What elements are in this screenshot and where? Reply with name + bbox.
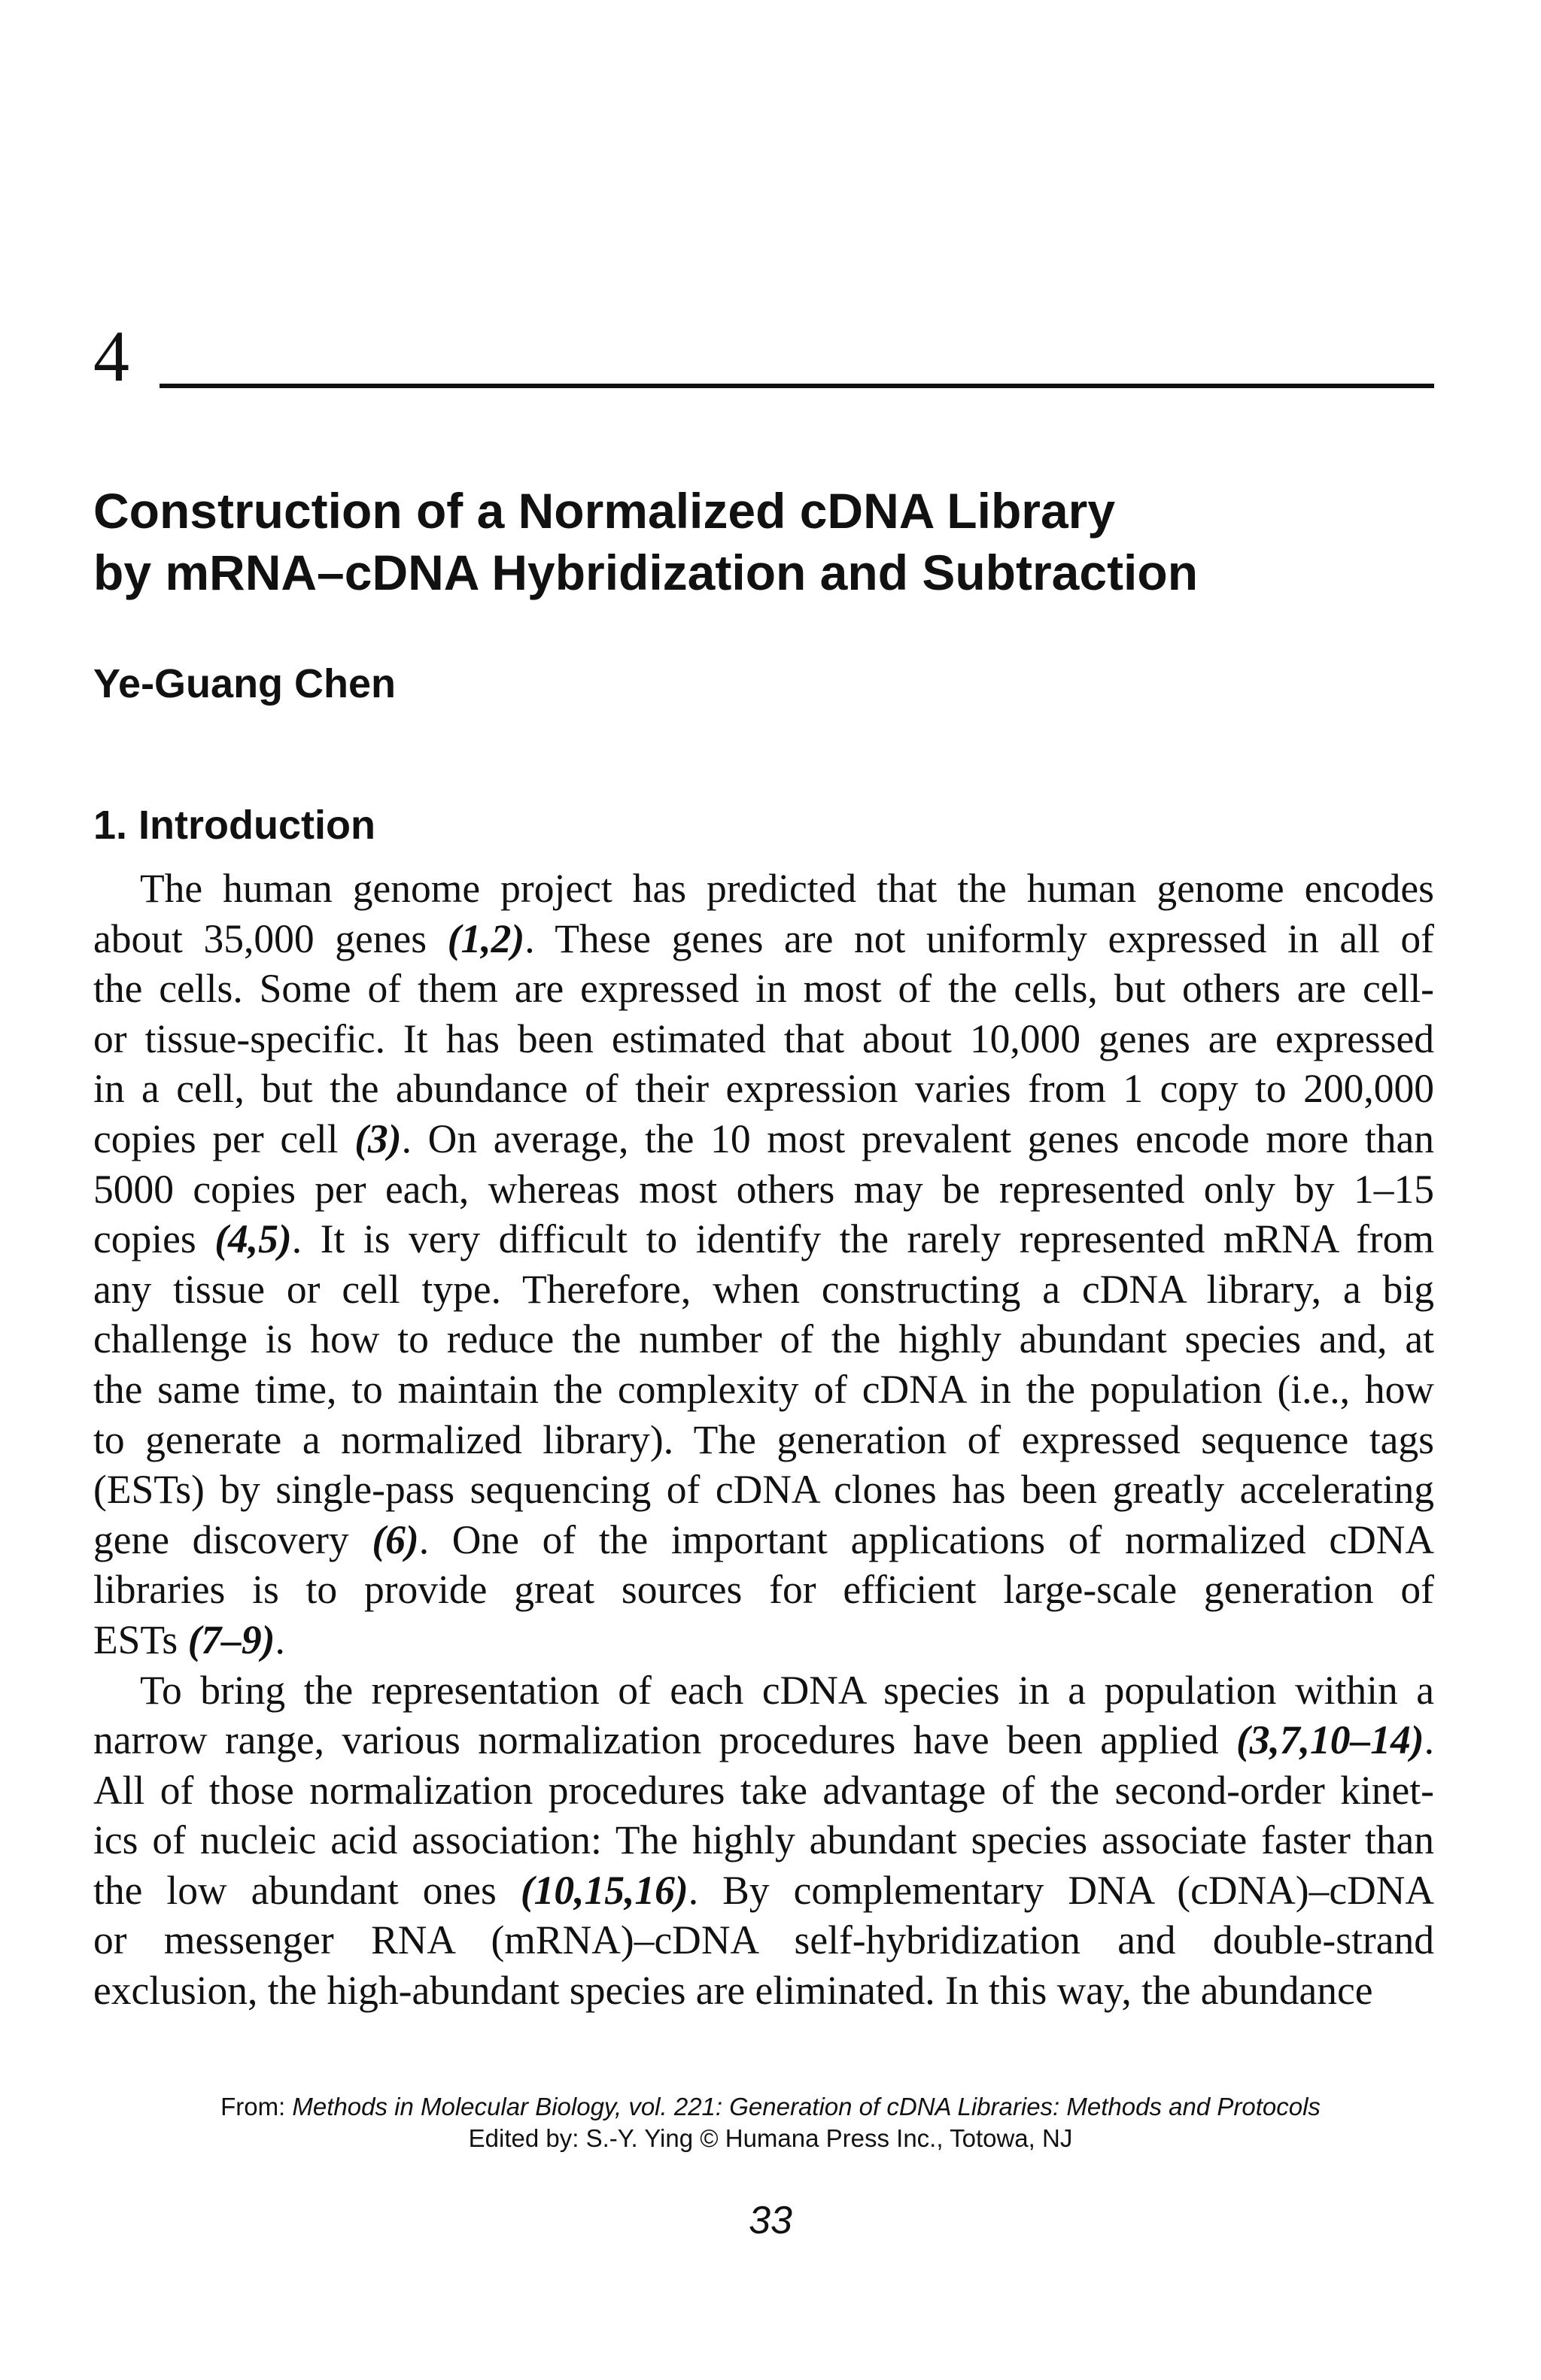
- text-run: the cells. Some of them are expressed in most of the cells, but others are cell-: [93, 966, 1434, 1012]
- text-line: [93, 964, 1434, 1014]
- text-run: The human genome project has predicted that the human genome encodes: [140, 866, 1434, 911]
- text-run: . By complementary DNA (cDNA)–cDNA: [688, 1867, 1434, 1913]
- text-line: [93, 1515, 1434, 1565]
- text-run: to generate a normalized library). The generation of expressed sequence tags: [93, 1416, 1434, 1462]
- text-run: exclusion, the high-abundant species are eliminated. In this way, the abundance: [93, 1968, 1373, 2014]
- text-run: copies: [93, 1216, 215, 1262]
- text-line: [93, 1765, 1434, 1816]
- source-from-label: From:: [220, 2093, 293, 2120]
- text-run: All of those normalization procedures take advantage of the second-order kinet-: [93, 1767, 1434, 1813]
- text-line: [93, 1415, 1434, 1465]
- text-line: [93, 1064, 1434, 1114]
- paragraph-1: [93, 864, 1434, 1665]
- text-line: [93, 1915, 1434, 1966]
- text-line: [93, 1615, 1434, 1665]
- text-run: . It is very difficult to identify the rarely represented mRNA from: [291, 1216, 1434, 1262]
- text-run: gene discovery: [93, 1516, 372, 1562]
- text-run: or tissue-specific. It has been estimated that about 10,000 genes are expressed: [93, 1015, 1434, 1061]
- text-line: [93, 1164, 1434, 1215]
- text-run: any tissue or cell type. Therefore, when constructing a cDNA library, a big: [93, 1266, 1434, 1312]
- text-line: [93, 1865, 1434, 1916]
- text-line: [93, 1014, 1434, 1064]
- text-run: or messenger RNA (mRNA)–cDNA self-hybridization and double-strand: [93, 1917, 1434, 1963]
- text-run: 5000 copies per each, whereas most others may be represented only by 1–15: [93, 1166, 1434, 1212]
- paragraph-2: [93, 1665, 1434, 2016]
- text-run: the same time, to maintain the complexity of cDNA in the population (i.e., how: [93, 1366, 1434, 1412]
- text-line: [93, 1314, 1434, 1365]
- text-run: . On average, the 10 most prevalent genes encode more than: [401, 1116, 1434, 1161]
- text-run: narrow range, various normalization procedures have been applied: [93, 1717, 1236, 1763]
- text-run: To bring the representation of each cDNA species in a population within a: [140, 1667, 1434, 1713]
- text-line: [93, 1214, 1434, 1264]
- edited-by-line: Edited by: S.-Y. Ying © Humana Press Inc., Totowa, NJ: [468, 2124, 1073, 2152]
- citation-reference: (10,15,16): [520, 1867, 688, 1913]
- text-run: libraries is to provide great sources for efficient large-scale generation of: [93, 1567, 1434, 1613]
- text-run: ESTs: [93, 1617, 188, 1662]
- text-run: copies per cell: [93, 1116, 355, 1161]
- text-run: (ESTs) by single-pass sequencing of cDNA clones has been greatly accelerating: [93, 1467, 1434, 1513]
- text-line: [93, 1264, 1434, 1315]
- text-run: .: [275, 1617, 285, 1662]
- author-name: Ye-Guang Chen: [93, 661, 397, 706]
- body-text: [93, 864, 1434, 2016]
- citation-reference: (6): [372, 1516, 419, 1562]
- text-run: the low abundant ones: [93, 1867, 521, 1913]
- citation-reference: (3): [354, 1116, 402, 1161]
- section-heading: 1. Introduction: [93, 803, 375, 848]
- text-line: [93, 1465, 1434, 1515]
- chapter-title-line-1: Construction of a Normalized cDNA Library: [93, 483, 1116, 539]
- text-run: about 35,000 genes: [93, 915, 448, 961]
- text-line: [93, 914, 1434, 964]
- source-title: Methods in Molecular Biology, vol. 221: Generation of cDNA Libraries: Methods and Protocols: [292, 2093, 1321, 2120]
- citation-reference: (4,5): [214, 1216, 292, 1262]
- citation-reference: (1,2): [447, 915, 525, 961]
- text-line: [93, 1665, 1434, 1716]
- text-run: .: [1424, 1717, 1434, 1763]
- text-line: [93, 1114, 1434, 1164]
- text-line: [93, 1715, 1434, 1765]
- chapter-rule-divider: [160, 384, 1434, 388]
- text-run: in a cell, but the abundance of their expression varies from 1 copy to 200,000: [93, 1066, 1434, 1112]
- citation-reference: (3,7,10–14): [1236, 1717, 1424, 1763]
- chapter-number: 4: [93, 316, 129, 396]
- text-run: ics of nucleic acid association: The highly abundant species associate faster than: [93, 1817, 1434, 1863]
- text-line: [93, 1966, 1434, 2016]
- text-line: [93, 1565, 1434, 1615]
- source-line: [0, 2091, 1541, 2123]
- text-line: [93, 1365, 1434, 1415]
- source-footnote: [0, 2091, 1541, 2154]
- text-run: . These genes are not uniformly expressed in all of: [524, 915, 1434, 961]
- text-line: [93, 1815, 1434, 1865]
- page-number: 33: [749, 2199, 792, 2242]
- text-run: challenge is how to reduce the number of the highly abundant species and, at: [93, 1316, 1434, 1362]
- chapter-title: [93, 480, 1448, 603]
- citation-reference: (7–9): [187, 1617, 275, 1662]
- text-run: . One of the important applications of normalized cDNA: [418, 1516, 1434, 1562]
- chapter-title-line-2: by mRNA–cDNA Hybridization and Subtraction: [93, 545, 1199, 600]
- text-line: [93, 864, 1434, 914]
